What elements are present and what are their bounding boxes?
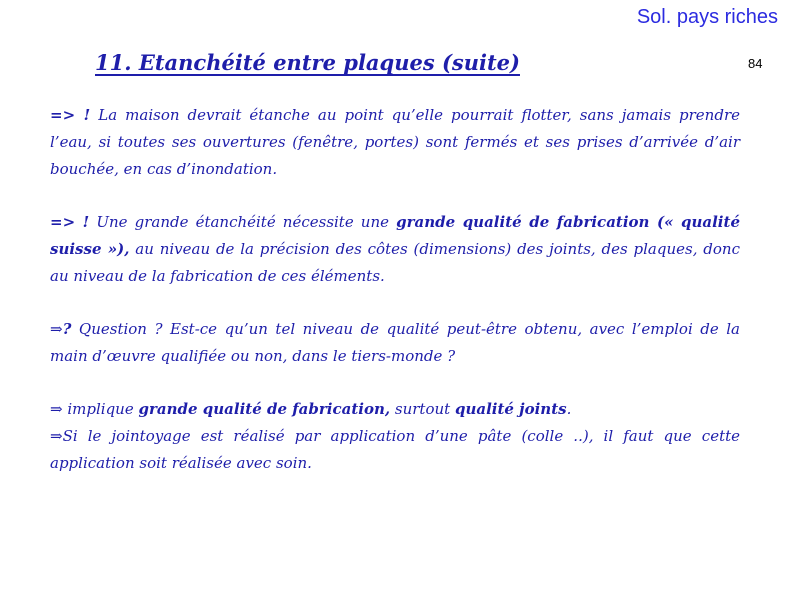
slide-title: 11. Etanchéité entre plaques (suite) xyxy=(95,50,520,75)
slide-body xyxy=(50,102,740,477)
sentence-end: . xyxy=(566,400,572,418)
slide-section-label: Sol. pays riches xyxy=(636,6,778,28)
paragraph-text: La maison devrait étanche au point qu’elle pourrait flotter, sans jamais prendre l’eau, si toutes ses ouvertures (fenêtre, portes) sont fermés et ses prises d’arrivée d’air bouchée, en cas d’inondation. xyxy=(50,106,740,178)
paragraph-text: implique xyxy=(67,400,134,418)
paragraph-text: Une grande étanchéité nécessite une xyxy=(96,213,390,231)
paragraph-text: Si le jointoyage est réalisé par application d’une pâte (colle ..), il faut que cette application soit réalisée avec soin. xyxy=(50,427,740,472)
emphasis-text: grande qualité de fabrication (« qualité suisse »), xyxy=(50,213,740,258)
question-marker: ? xyxy=(62,320,72,338)
paragraph-text: Question ? Est-ce qu’un tel niveau de qualité peut-être obtenu, avec l’emploi de la main d’œuvre qualifiée ou non, dans le tiers-monde ? xyxy=(50,320,740,365)
emphasis-text: qualité joints xyxy=(454,400,567,418)
emphasis-text: grande qualité de fabrication, xyxy=(138,400,391,418)
paragraph-jointing xyxy=(50,423,740,477)
implies-arrow-icon: ⇒ xyxy=(50,320,63,338)
exclaim-marker: => ! xyxy=(50,213,90,231)
paragraph-implies xyxy=(50,396,740,423)
paragraph-quality xyxy=(50,209,740,290)
paragraph-text: au niveau de la précision des côtes (dimensions) des joints, des plaques, donc au niveau de la fabrication de ces éléments. xyxy=(50,240,740,285)
page-number: 84 xyxy=(748,56,763,71)
exclaim-marker: => ! xyxy=(50,106,91,124)
implies-arrow-icon: ⇒ xyxy=(50,400,63,418)
paragraph-floating-house xyxy=(50,102,740,183)
implies-arrow-icon: ⇒ xyxy=(50,427,63,445)
paragraph-question xyxy=(50,316,740,370)
paragraph-text: surtout xyxy=(394,400,451,418)
